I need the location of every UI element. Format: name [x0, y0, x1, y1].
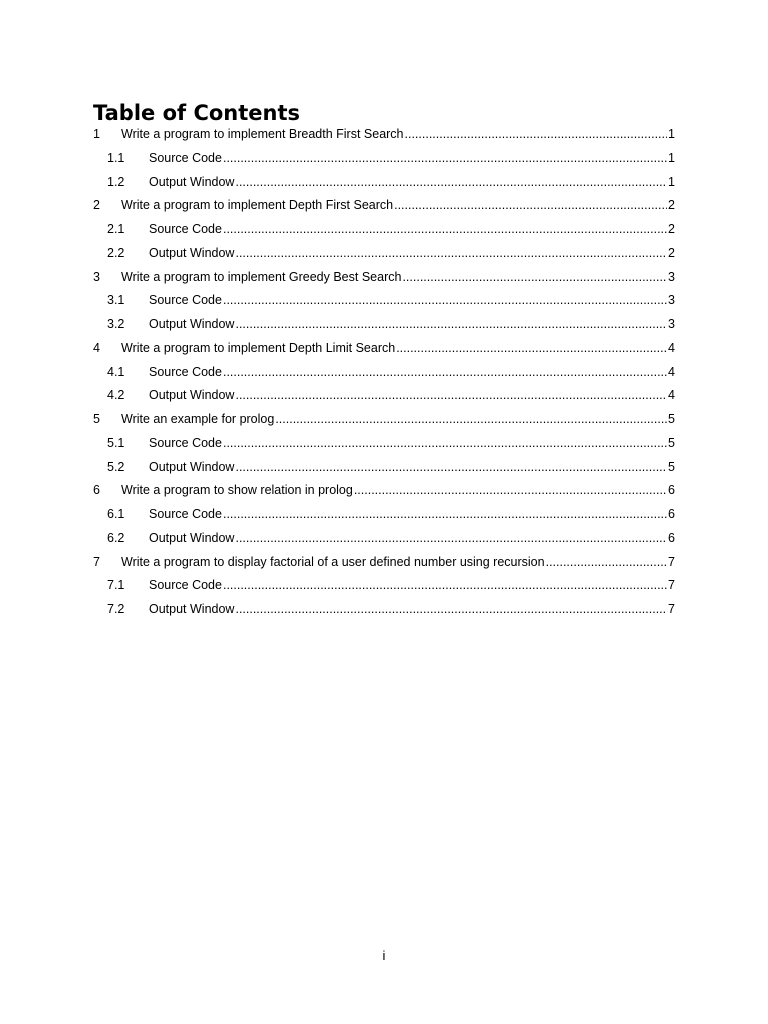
toc-subentry[interactable]: [93, 574, 675, 598]
toc-dot-leader: [235, 456, 667, 480]
toc-entry-number: 2.1: [107, 222, 125, 236]
toc-entry-text: Output Window: [149, 174, 235, 189]
toc-dot-leader: [223, 361, 667, 385]
toc-entry-number: 4.2: [107, 388, 125, 403]
toc-entry-text: Write a program to implement Depth Limit Search: [121, 340, 396, 355]
toc-subentry[interactable]: [93, 456, 675, 480]
toc-dot-leader: [405, 123, 668, 147]
toc-entry-number: 5: [93, 412, 100, 426]
toc-entry[interactable]: [93, 123, 675, 147]
toc-subentry[interactable]: [93, 527, 675, 551]
toc-entry-page: 1: [668, 127, 675, 141]
toc-entry-number: 2: [93, 198, 100, 213]
toc-subentry[interactable]: [93, 218, 675, 242]
toc-dot-leader: [235, 313, 667, 337]
toc-entry-page: 2: [668, 198, 675, 213]
toc-entry-text: Write a program to implement Breadth First Search: [121, 127, 404, 141]
toc-entry-text: Write a program to implement Greedy Best Search: [121, 269, 402, 284]
toc-subentry[interactable]: [93, 432, 675, 456]
toc-entry-number: 1.2: [107, 174, 125, 189]
toc-dot-leader: [223, 147, 667, 171]
toc-dot-leader: [235, 171, 667, 195]
toc-entry-text: Output Window: [149, 459, 235, 474]
toc-entry-number: 3.1: [107, 293, 125, 308]
toc-dot-leader: [223, 503, 667, 527]
toc-subentry[interactable]: [93, 361, 675, 385]
toc-entry-text: Output Window: [149, 245, 235, 260]
toc-entry-number: 1: [93, 127, 100, 141]
toc-entry-page: 2: [668, 245, 675, 260]
toc-entry-text: Write a program to show relation in prolog: [121, 483, 353, 498]
toc-entry-number: 4: [93, 340, 100, 355]
toc-dot-leader: [235, 527, 667, 551]
toc-entry-page: 4: [668, 388, 675, 403]
toc-dot-leader: [235, 384, 667, 408]
page-number-footer: i: [382, 948, 386, 963]
toc-entry[interactable]: [93, 194, 675, 218]
toc-entry-number: 1.1: [107, 150, 125, 165]
toc-dot-leader: [354, 479, 667, 503]
toc-entry-page: 5: [668, 412, 675, 426]
toc-entry-text: Write a program to implement Depth First Search: [121, 198, 394, 213]
toc-subentry[interactable]: [93, 384, 675, 408]
toc-entry-text: Output Window: [149, 388, 235, 403]
toc-entry-page: 7: [668, 554, 675, 569]
toc-subentry[interactable]: [93, 147, 675, 171]
toc-entry-number: 6.2: [107, 530, 125, 545]
toc-entry[interactable]: [93, 479, 675, 503]
toc-entry[interactable]: [93, 551, 675, 575]
toc-dot-leader: [394, 194, 667, 218]
toc-entry-page: 1: [668, 174, 675, 189]
toc-subentry[interactable]: [93, 503, 675, 527]
toc-dot-leader: [223, 218, 667, 242]
toc-entry-text: Source Code: [149, 364, 222, 379]
toc-entry-page: 4: [668, 364, 675, 379]
toc-dot-leader: [402, 266, 667, 290]
toc-entry-page: 1: [668, 150, 675, 165]
toc-entry-page: 6: [668, 483, 675, 498]
toc-entry-number: 3.2: [107, 317, 125, 331]
toc-entry-number: 3: [93, 269, 100, 284]
toc-entry-page: 3: [668, 317, 675, 331]
toc-subentry[interactable]: [93, 289, 675, 313]
toc-entry-number: 5.1: [107, 435, 125, 450]
toc-entry-text: Source Code: [149, 435, 222, 450]
toc-dot-leader: [275, 408, 667, 432]
toc-dot-leader: [223, 574, 667, 598]
toc-entry-text: Source Code: [149, 578, 222, 593]
toc-dot-leader: [235, 242, 667, 266]
toc-entry-page: 7: [668, 602, 675, 616]
toc-subentry[interactable]: [93, 313, 675, 337]
toc-entry-text: Source Code: [149, 222, 222, 236]
toc-entry-page: 5: [668, 459, 675, 474]
toc-entry-page: 3: [668, 293, 675, 308]
toc-entry-number: 5.2: [107, 459, 125, 474]
toc-dot-leader: [223, 289, 667, 313]
toc-list: [93, 123, 675, 622]
toc-entry-number: 6: [93, 483, 100, 498]
toc-entry-text: Output Window: [149, 317, 235, 331]
toc-entry[interactable]: [93, 266, 675, 290]
toc-subentry[interactable]: [93, 598, 675, 622]
toc-entry-text: Source Code: [149, 507, 222, 521]
toc-entry-page: 7: [668, 578, 675, 593]
toc-entry-number: 6.1: [107, 507, 125, 521]
toc-dot-leader: [235, 598, 667, 622]
toc-entry[interactable]: [93, 337, 675, 361]
toc-entry-number: 7.2: [107, 602, 125, 616]
toc-entry-text: Write an example for prolog: [121, 412, 275, 426]
toc-entry-text: Output Window: [149, 602, 235, 616]
toc-entry-page: 5: [668, 435, 675, 450]
toc-entry-number: 7: [93, 554, 100, 569]
toc-title: Table of Contents: [93, 101, 301, 125]
toc-entry[interactable]: [93, 408, 675, 432]
toc-entry-page: 3: [668, 269, 675, 284]
toc-dot-leader: [396, 337, 667, 361]
toc-entry-text: Write a program to display factorial of a user defined number using recursion: [121, 554, 545, 569]
toc-subentry[interactable]: [93, 171, 675, 195]
toc-entry-page: 4: [668, 340, 675, 355]
toc-entry-text: Source Code: [149, 293, 222, 308]
toc-entry-text: Output Window: [149, 530, 235, 545]
toc-dot-leader: [223, 432, 667, 456]
toc-entry-page: 6: [668, 507, 675, 521]
toc-entry-number: 2.2: [107, 245, 125, 260]
toc-entry-page: 6: [668, 530, 675, 545]
toc-entry-text: Source Code: [149, 150, 222, 165]
toc-dot-leader: [546, 551, 667, 575]
toc-subentry[interactable]: [93, 242, 675, 266]
toc-entry-page: 2: [668, 222, 675, 236]
toc-entry-number: 4.1: [107, 364, 125, 379]
toc-entry-number: 7.1: [107, 578, 125, 593]
